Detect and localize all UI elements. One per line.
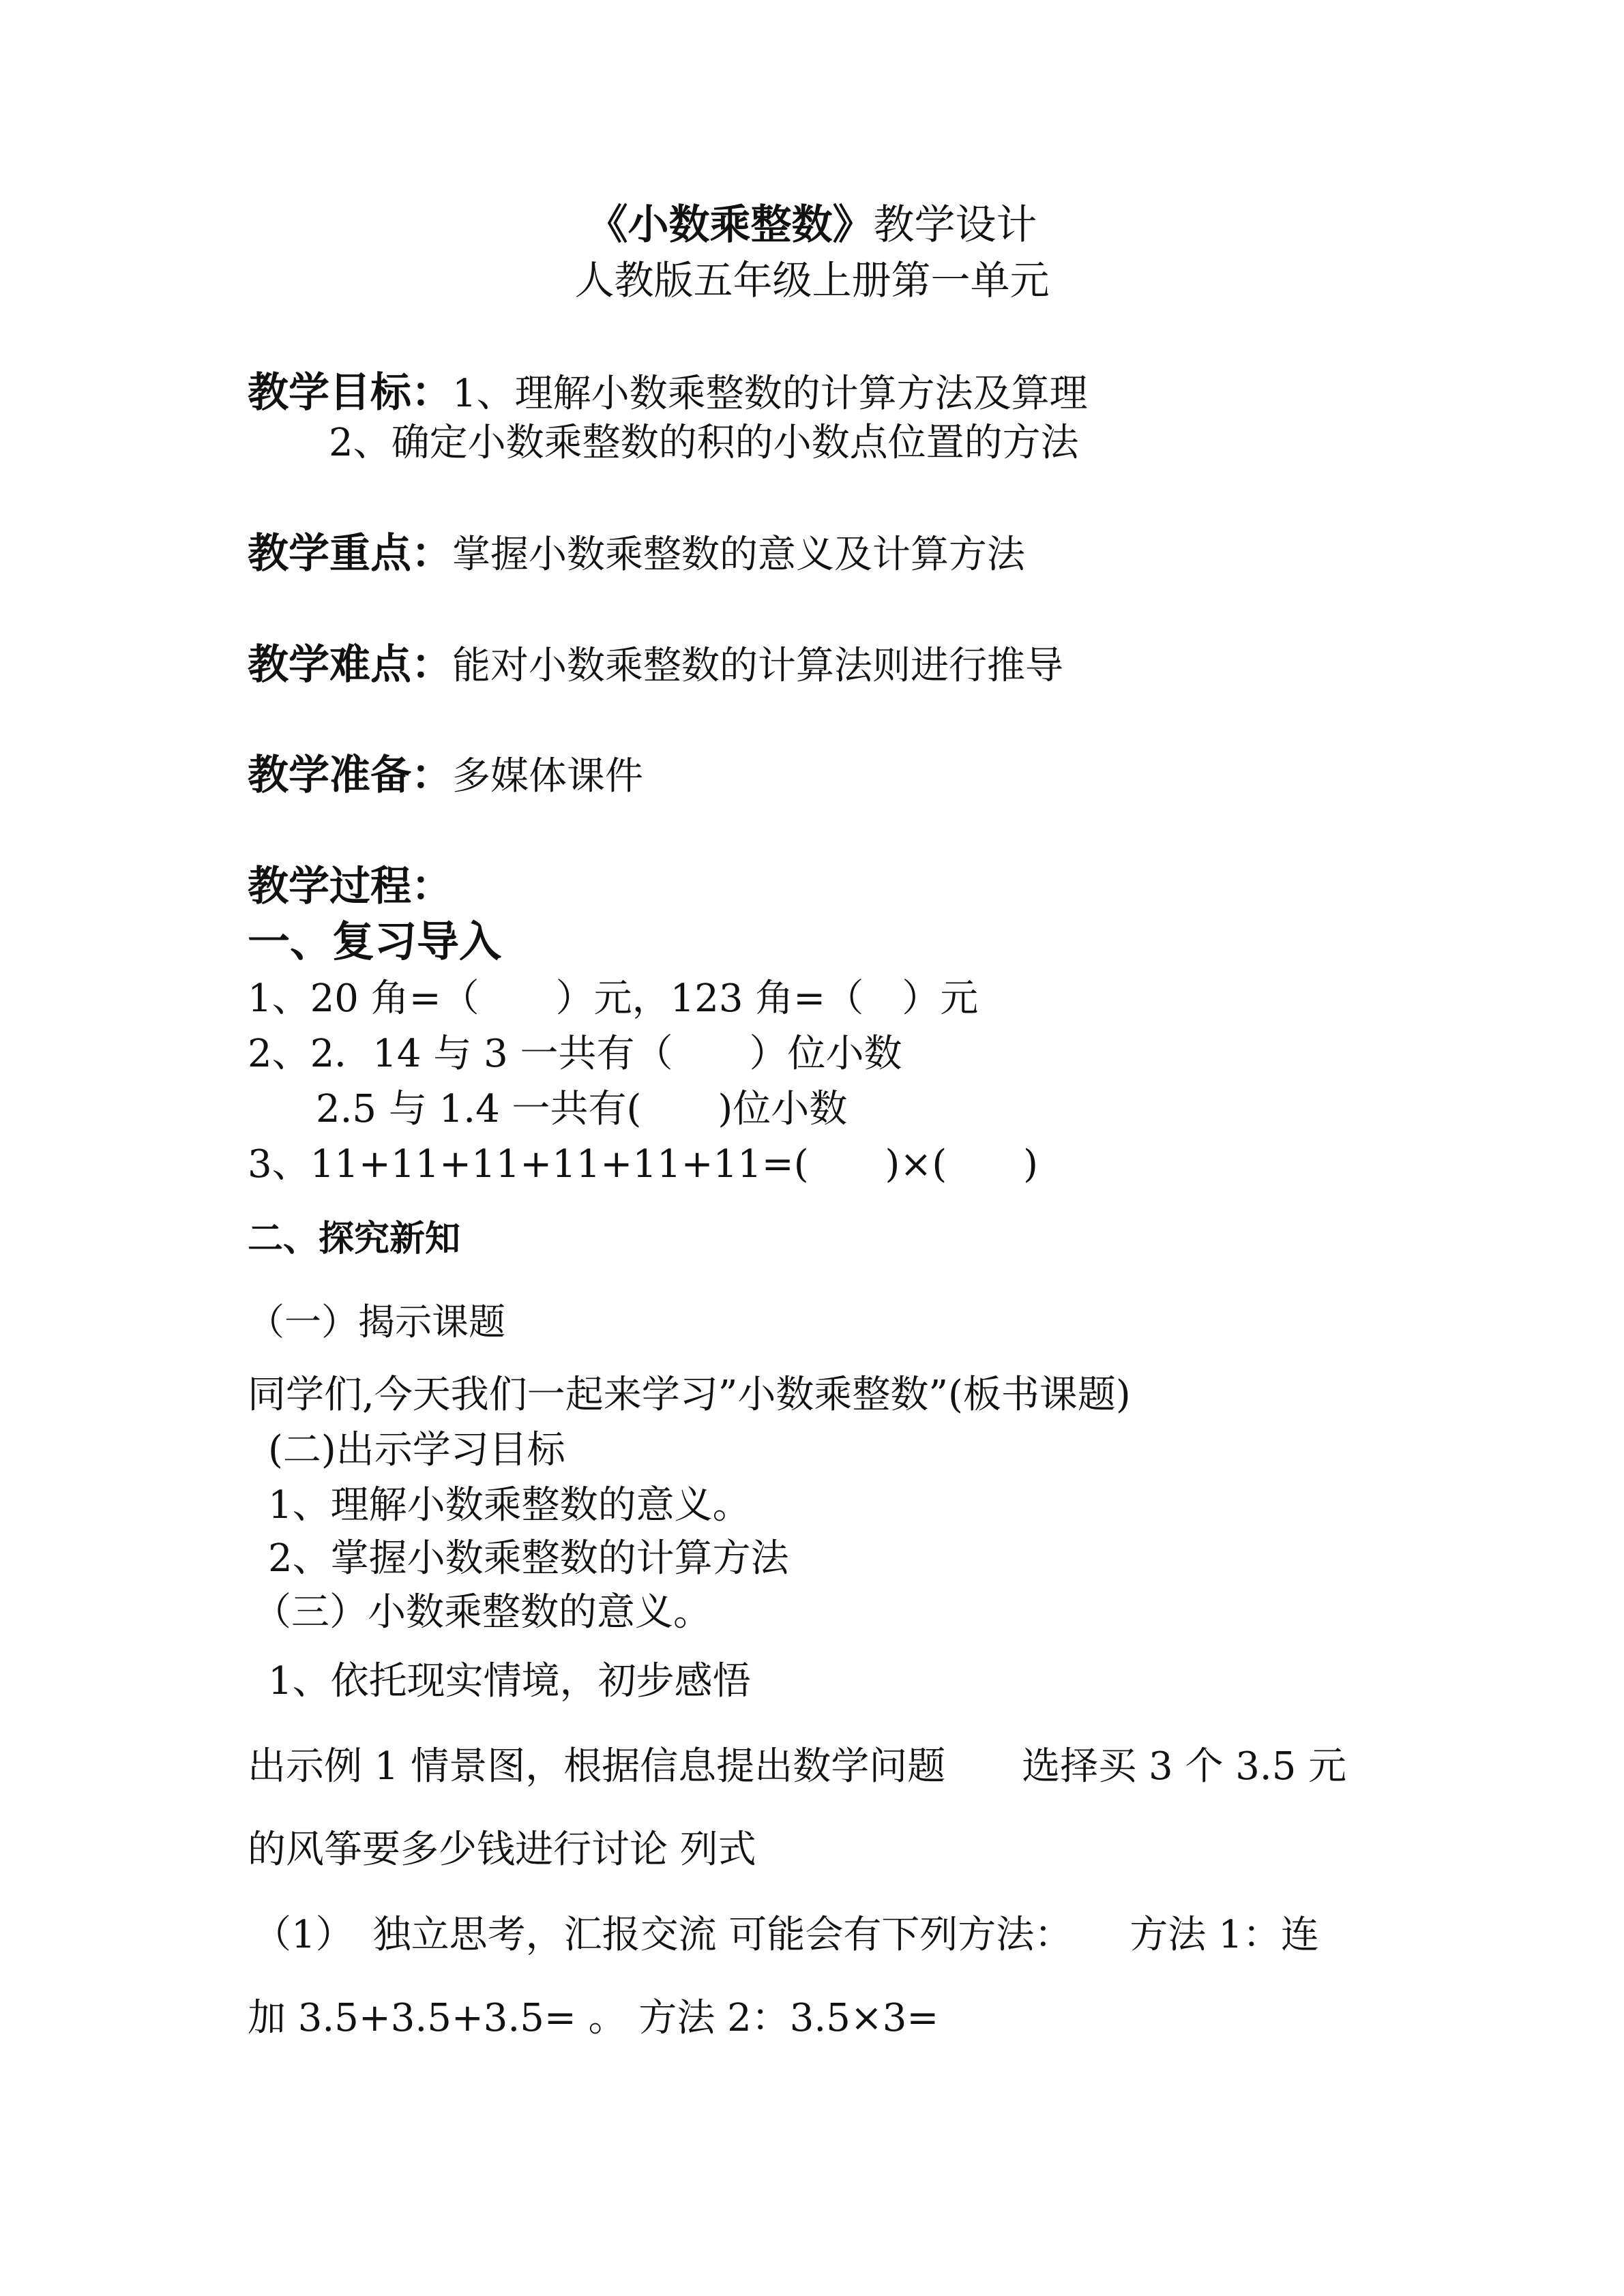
preparation-line <box>248 751 643 799</box>
intro-text: 同学们,今天我们一起来学习”小数乘整数”(板书课题) <box>248 1373 1131 1417</box>
preparation-label: 教学准备： <box>248 751 452 799</box>
difficulty-line <box>248 641 1063 689</box>
key-point-label: 教学重点： <box>248 530 452 578</box>
section-heading-explore: 二、探究新知 <box>248 1218 461 1259</box>
process-label: 教学过程： <box>248 863 452 910</box>
preparation-text: 多媒体课件 <box>452 754 643 799</box>
objective-2: 2、确定小数乘整数的积的小数点位置的方法 <box>329 421 1079 465</box>
goal-item-1: 1、理解小数乘整数的意义。 <box>268 1483 751 1527</box>
key-point-line <box>248 530 1025 578</box>
section-heading-review: 一、复习导入 <box>248 916 502 966</box>
step-item-1: 1、依托现实情境，初步感悟 <box>268 1659 751 1703</box>
objectives-line-1 <box>248 369 1088 417</box>
difficulty-text: 能对小数乘整数的计算法则进行推导 <box>452 644 1063 688</box>
doc-title-bold: 《小数乘整数》 <box>587 201 874 249</box>
objectives-label: 教学目标： <box>248 369 452 417</box>
example-line-1: 出示例 1 情景图，根据信息提出数学问题 选择买 3 个 3.5 元 <box>248 1744 1347 1789</box>
review-item-2b: 2.5 与 1.4 一共有( )位小数 <box>316 1087 848 1131</box>
goal-item-2: 2、掌握小数乘整数的计算方法 <box>268 1536 789 1581</box>
key-point-text: 掌握小数乘整数的意义及计算方法 <box>452 533 1025 577</box>
method-line-1: （1） 独立思考，汇报交流 可能会有下列方法： 方法 1：连 <box>253 1913 1319 1957</box>
doc-title-rest: 教学设计 <box>873 201 1037 249</box>
example-line-2: 的风筝要多少钱进行讨论 列式 <box>248 1828 756 1872</box>
method-line-2: 加 3.5+3.5+3.5= 。 方法 2：3.5×3= <box>248 1996 939 2040</box>
sub-heading-topic: （一）揭示课题 <box>248 1300 505 1343</box>
review-item-2: 2、2．14 与 3 一共有（ ）位小数 <box>248 1032 902 1076</box>
objective-1: 1、理解小数乘整数的计算方法及算理 <box>452 372 1088 416</box>
doc-subtitle: 人教版五年级上册第一单元 <box>574 257 1050 303</box>
review-item-1: 1、20 角=（ ）元，123 角=（ ）元 <box>248 976 979 1021</box>
sub-heading-goals: (二)出示学习目标 <box>268 1428 565 1472</box>
difficulty-label: 教学难点： <box>248 641 452 689</box>
doc-title <box>0 201 1624 249</box>
review-item-3: 3、11+11+11+11+11+11=( )×( ) <box>248 1142 1039 1187</box>
sub-heading-meaning: （三）小数乘整数的意义。 <box>253 1590 711 1635</box>
